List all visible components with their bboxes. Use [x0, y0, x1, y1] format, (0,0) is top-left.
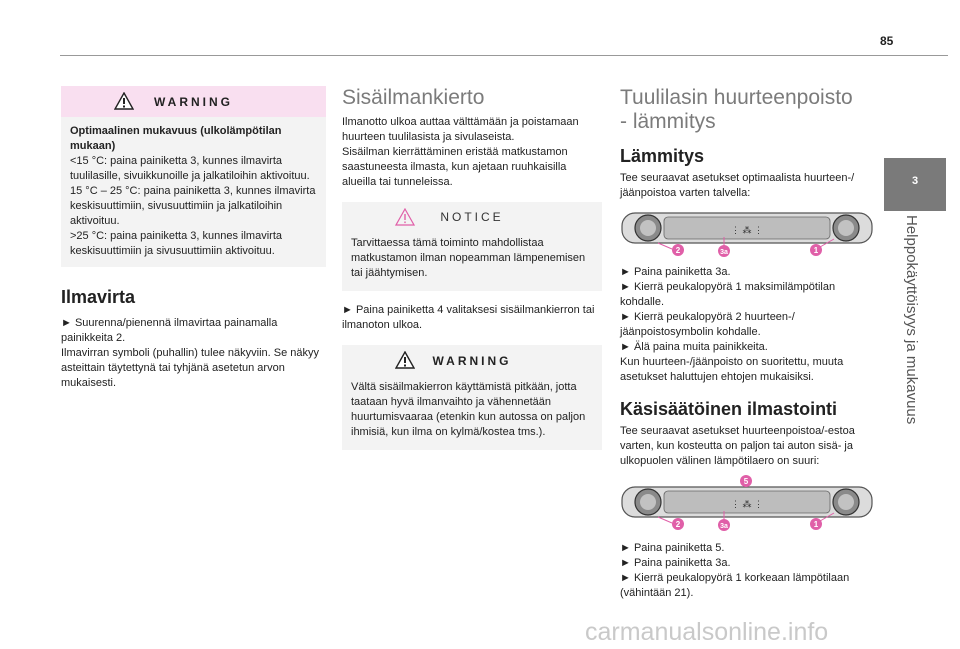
- warning-header: [342, 345, 602, 376]
- callout-label: 2: [675, 520, 681, 529]
- knob-right-inner: [838, 220, 854, 236]
- knob-left-inner: [640, 220, 656, 236]
- manual-steps: [620, 541, 875, 601]
- left-column: [61, 86, 326, 391]
- title-line-2: - lämmitys: [620, 110, 716, 133]
- heating-intro: Tee seuraavat asetukset optimaalista huurteen-/ jäänpoistoa varten talvella:: [620, 172, 855, 199]
- middle-column: [342, 86, 602, 450]
- step: ► Paina painiketta 3a.: [620, 557, 731, 569]
- section-title-sisailmankierto: Sisäilmankierto: [342, 86, 485, 109]
- warning-line-1: <15 °C: paina painiketta 3, kunnes ilmavirta tuulilasille, sivuikkunoille ja jalkatiloihin aktivoituu.: [70, 155, 310, 182]
- section-title-huurteenpoisto: [620, 86, 875, 134]
- notice-header: [342, 202, 602, 232]
- climate-panel-diagram-1: [620, 207, 874, 259]
- watermark: carmanualsonline.info: [585, 618, 829, 646]
- notice-label: NOTICE: [440, 210, 504, 224]
- warning-label: WARNING: [154, 95, 233, 109]
- chapter-tab: [884, 158, 946, 211]
- callout-label: 1: [813, 520, 819, 529]
- warning-body: [61, 117, 326, 267]
- heating-steps: [620, 265, 875, 385]
- warning-box-left: [61, 86, 326, 267]
- panel-symbol: ⋮ ⁂ ⋮: [730, 225, 764, 235]
- subsection-title-lammitys: Lämmitys: [620, 146, 705, 166]
- callout-label: 3a: [720, 249, 728, 256]
- right-column: [620, 86, 875, 601]
- callout-label: 3a: [720, 523, 728, 530]
- callout-label: 5: [743, 477, 749, 486]
- step: ► Kierrä peukalopyörä 2 huurteen-/ jäänpoistosymbolin kohdalle.: [620, 311, 795, 338]
- warning-label: WARNING: [432, 354, 512, 368]
- paragraph: Ilmanotto ulkoa auttaa välttämään ja poistamaan huurteen tuulilasista ja sivulaseista.: [342, 116, 579, 143]
- callout-label: 1: [813, 246, 819, 255]
- chapter-number: 3: [911, 175, 919, 187]
- warning-line-2: 15 °C – 25 °C: paina painiketta 3, kunnes ilmavirta keskisuuttimiin, sivusuuttimiin ja jalkatiloihin aktivoituu.: [70, 185, 316, 227]
- ilmavirta-text: [61, 316, 326, 391]
- knob-right-inner: [838, 494, 854, 510]
- chapter-title: [903, 215, 921, 445]
- step: ► Kierrä peukalopyörä 1 korkeaan lämpötilaan (vähintään 21).: [620, 572, 850, 599]
- warning-text: Vältä sisäilmakierron käyttämistä pitkään, jotta taataan hyvä ilmanvaihto ja vähennetään huurtumisvaaraa (etenkin kun autossa on paljon ihmisiä, kun ilma on kylmä/kostea tms.).: [351, 381, 586, 438]
- warning-title: Optimaalinen mukavuus (ulkolämpötilan mukaan): [70, 125, 282, 152]
- warning-line-3: >25 °C: paina painiketta 3, kunnes ilmavirta keskisuuttimiin ja sivusuuttimiin aktivoituu.: [70, 230, 282, 257]
- title-line-1: Tuulilasin huurteenpoisto: [620, 86, 853, 109]
- section-title-ilmavirta: Ilmavirta: [61, 287, 136, 307]
- paragraph: Sisäilman kierrättäminen eristää matkustamon saastuneesta ilmasta, kun ajetaan ruuhkaisilla alueilla tai tunneleissa.: [342, 146, 568, 188]
- notice-box: [342, 202, 602, 291]
- page-number: 85: [880, 34, 894, 48]
- subsection-title-kasisaatoinen: Käsisäätöinen ilmastointi: [620, 399, 838, 419]
- paragraph: ► Suurenna/pienennä ilmavirtaa painamalla painikkeita 2.: [61, 317, 278, 344]
- step: ► Paina painiketta 3a.: [620, 266, 731, 278]
- chapter-title-text: Helppokäyttöisyys ja mukavuus: [903, 215, 920, 425]
- instruction: ► Paina painiketta 4 valitaksesi sisäilmankierron tai ilmanoton ulkoa.: [342, 304, 595, 331]
- notice-body: [342, 232, 602, 291]
- warning-box-middle: [342, 345, 602, 450]
- notice-text: Tarvittaessa tämä toiminto mahdollistaa matkustamon ilman nopeamman lämpenemisen tai jäähtymisen.: [351, 237, 586, 279]
- paragraph: Ilmavirran symboli (puhallin) tulee näkyviin. Se näkyy asteittain täytettynä tai tyhjänä asetetun arvon mukaisesti.: [61, 347, 319, 389]
- warning-body: [342, 376, 602, 450]
- step: ► Kierrä peukalopyörä 1 maksimilämpötilan kohdalle.: [620, 281, 836, 308]
- callout-label: 2: [675, 246, 681, 255]
- sisailma-text: [342, 115, 602, 190]
- panel-symbol: ⋮ ⁂ ⋮: [730, 499, 764, 509]
- warning-header: [61, 86, 326, 117]
- step: ► Älä paina muita painikkeita.: [620, 341, 768, 353]
- header-rule: [60, 55, 948, 56]
- knob-left-inner: [640, 494, 656, 510]
- manual-intro: Tee seuraavat asetukset huurteenpoistoa/-estoa varten, kun kosteutta on paljon tai auton sisä- ja ulkopuolen välinen lämpötilaero on suuri:: [620, 425, 855, 467]
- climate-panel-diagram-2: [620, 475, 874, 535]
- step: Kun huurteen-/jäänpoisto on suoritettu, muuta asetukset haluttujen ehtojen mukaisiksi.: [620, 356, 844, 383]
- step: ► Paina painiketta 5.: [620, 542, 725, 554]
